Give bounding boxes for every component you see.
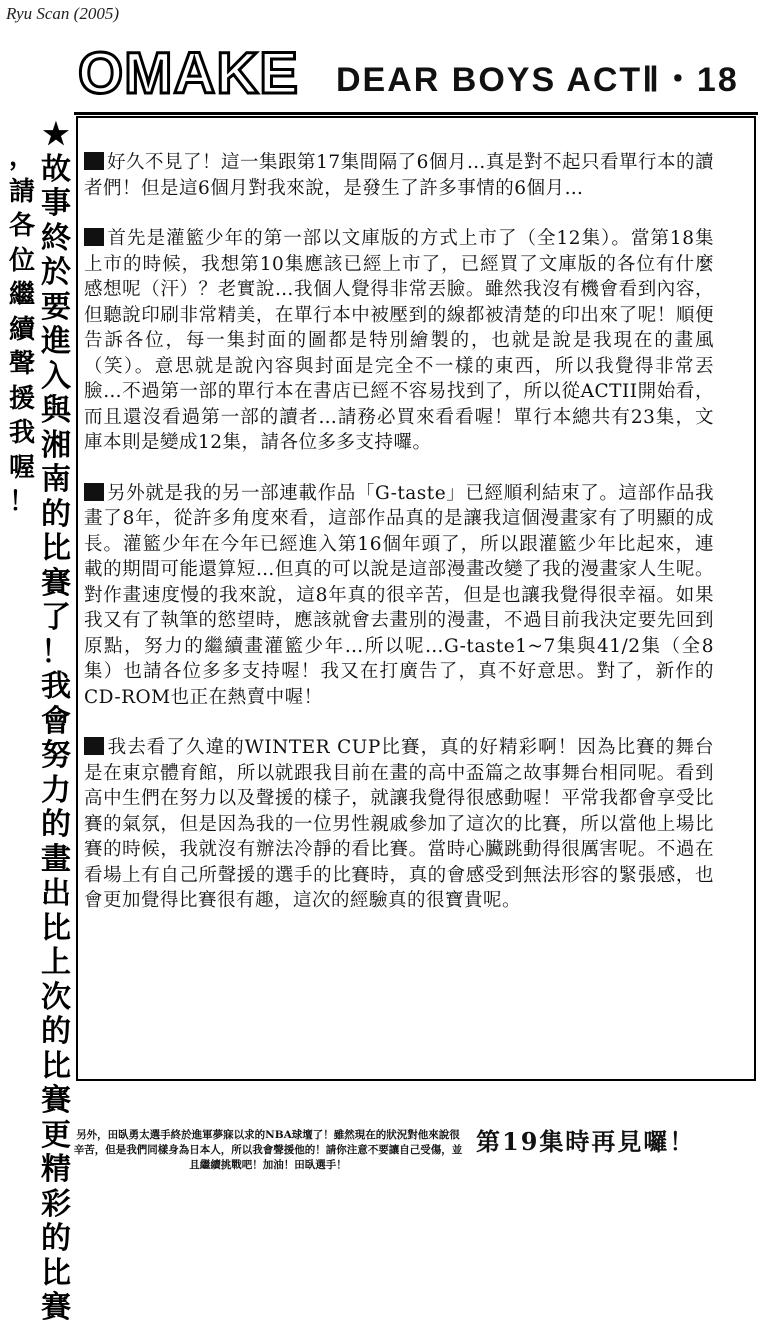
- vertical-char: 各: [8, 211, 35, 241]
- note-paragraph: [84, 735, 714, 914]
- vertical-char: 努: [41, 738, 71, 773]
- vertical-char: 我: [8, 418, 35, 448]
- paragraph-text: 首先是灌籃少年的第一部以文庫版的方式上市了（全12集）。當第18集上市的時候，我想第10集應該已經上市了，已經買了文庫版的各位有什麼感想呢（汗）？老實說…我個人覺得非常丟臉。雖然我沒有機會看到內容，但聽說印刷非常精美，在單行本中被壓到的線都被清楚的印出來了呢！順便告訴各位，每一集封面的圖都是特別繪製的，也就是說是我現在的畫風（笑）。意思就是說內容與封面是完全不一樣的東西，所以我覺得非常丟臉…不過第一部的單行本在書店已經不容易找到了，所以從ACTII開始看，而且還沒看過第一部的讀者…請務必買來看看喔！單行本總共有23集，文庫本則是變成12集，請各位多多支持囉。: [84, 228, 714, 453]
- vertical-char: 的: [41, 1014, 71, 1049]
- note-paragraph: [84, 226, 714, 456]
- vertical-char: 續: [8, 314, 35, 345]
- vertical-char: 畫: [41, 841, 71, 877]
- vertical-char: 進: [41, 324, 71, 359]
- vertical-char: 湘: [41, 427, 71, 463]
- note-paragraph: [84, 481, 714, 711]
- paragraph-text: 好久不見了！這一集跟第17集間隔了6個月…真是對不起只看單行本的讀者們！但是這6個月對我來說，是發生了許多事情的6個月…: [84, 152, 714, 199]
- vertical-char: 賽: [41, 1083, 71, 1118]
- vertical-char: 賽: [41, 565, 71, 601]
- vertical-char: ★: [42, 117, 70, 152]
- vertical-char: 繼: [8, 280, 35, 310]
- square-bullet-icon: [84, 228, 104, 246]
- vertical-char: 更: [41, 1117, 71, 1153]
- paragraph-text: 我去看了久違的WINTER CUP比賽，真的好精彩啊！因為比賽的舞台是在東京體育館，所以就跟我目前在畫的高中盃篇之故事舞台相同呢。看到高中生們在努力以及聲援的樣子，就讓我覺得很感動喔！平常我都會享受比賽的氣氛，但是因為我的一位男性親戚參加了這次的比賽，所以當他上場比賽的時候，我就沒有辦法冷靜的看比賽。當時心臟跳動得很厲害呢。不過在看場上有自己所聲援的選手的比賽時，真的會感受到無法形容的緊張感，也會更加覺得比賽很有趣，這次的經驗真的很寶貴呢。: [84, 737, 714, 911]
- vertical-char: 要: [41, 289, 71, 325]
- vertical-char: 彩: [41, 1186, 71, 1222]
- footer-note: 另外，田臥勇太選手終於進軍夢寐以求的NBA球壇了！雖然現在的狀況對他來說很辛苦，但是我們同樣身為日本人，所以我會聲援他的！請你注意不要讓自己受傷，並且繼續挑戰吧！加油！田臥選手！: [73, 1129, 463, 1171]
- vertical-char: 喔: [8, 452, 35, 483]
- vertical-char: 次: [41, 979, 71, 1015]
- square-bullet-icon: [84, 483, 104, 501]
- omake-title: OMAKE: [78, 41, 299, 106]
- vertical-char: 會: [41, 703, 71, 739]
- vertical-char: 出: [41, 876, 71, 911]
- vertical-char: 位: [8, 245, 35, 276]
- vertical-char: 上: [41, 945, 71, 980]
- vertical-char: ！: [41, 634, 71, 670]
- vertical-char: 南: [41, 462, 71, 497]
- vertical-char: 聲: [8, 349, 35, 379]
- vertical-char: 比: [41, 531, 71, 566]
- series-title: DEAR BOYS ACTⅡ・18: [336, 61, 739, 99]
- vertical-char: ！: [8, 487, 35, 517]
- author-notes: [84, 150, 714, 939]
- side-message-column-1: [38, 118, 74, 1326]
- header-divider: [74, 112, 758, 115]
- vertical-char: 精: [41, 1152, 71, 1187]
- vertical-char: 的: [41, 496, 71, 532]
- page-header: [78, 40, 758, 108]
- vertical-char: 請: [8, 176, 35, 207]
- vertical-char: 入: [41, 358, 71, 394]
- vertical-char: 比: [41, 1048, 71, 1084]
- vertical-char: 的: [41, 807, 71, 842]
- vertical-char: 的: [41, 1221, 71, 1256]
- vertical-char: 賽: [41, 1290, 71, 1325]
- vertical-char: ，: [8, 142, 35, 172]
- vertical-char: 我: [41, 669, 71, 704]
- footer-farewell: 第19集時再見囉！: [476, 1127, 696, 1156]
- vertical-char: 終: [41, 220, 71, 256]
- square-bullet-icon: [84, 737, 104, 755]
- vertical-char: 故: [41, 151, 71, 187]
- square-bullet-icon: [84, 152, 104, 170]
- vertical-char: 比: [41, 1255, 71, 1291]
- vertical-char: 力: [41, 772, 71, 808]
- scan-credit: Ryu Scan (2005): [6, 4, 119, 23]
- vertical-char: 於: [41, 255, 71, 290]
- vertical-char: 了: [41, 600, 71, 635]
- vertical-char: 比: [41, 910, 71, 946]
- note-paragraph: [84, 150, 714, 201]
- side-message-column-2: [6, 140, 38, 520]
- vertical-char: 援: [8, 383, 35, 414]
- vertical-char: 事: [41, 186, 71, 221]
- paragraph-text: 另外就是我的另一部連載作品「G-taste」已經順利結束了。這部作品我畫了8年，從許多角度來看，這部作品真的是讓我這個漫畫家有了明顯的成長。灌籃少年在今年已經進入第16個年頭了，所以跟灌籃少年比起來，連載的期間可能還算短…但真的可以說是這部漫畫改變了我的漫畫家人生呢。對作畫速度慢的我來說，這8年真的很辛苦，但是也讓我覺得很幸福。如果我又有了執筆的慾望時，應該就會去畫別的漫畫，不過目前我決定要先回到原點，努力的繼續畫灌籃少年…所以呢…G-taste1~7集與41/2集（全8集）也請各位多多支持喔！我又在打廣告了，真不好意思。對了，新作的CD-ROM也正在熱賣中喔！: [84, 482, 714, 708]
- vertical-char: 與: [41, 393, 71, 428]
